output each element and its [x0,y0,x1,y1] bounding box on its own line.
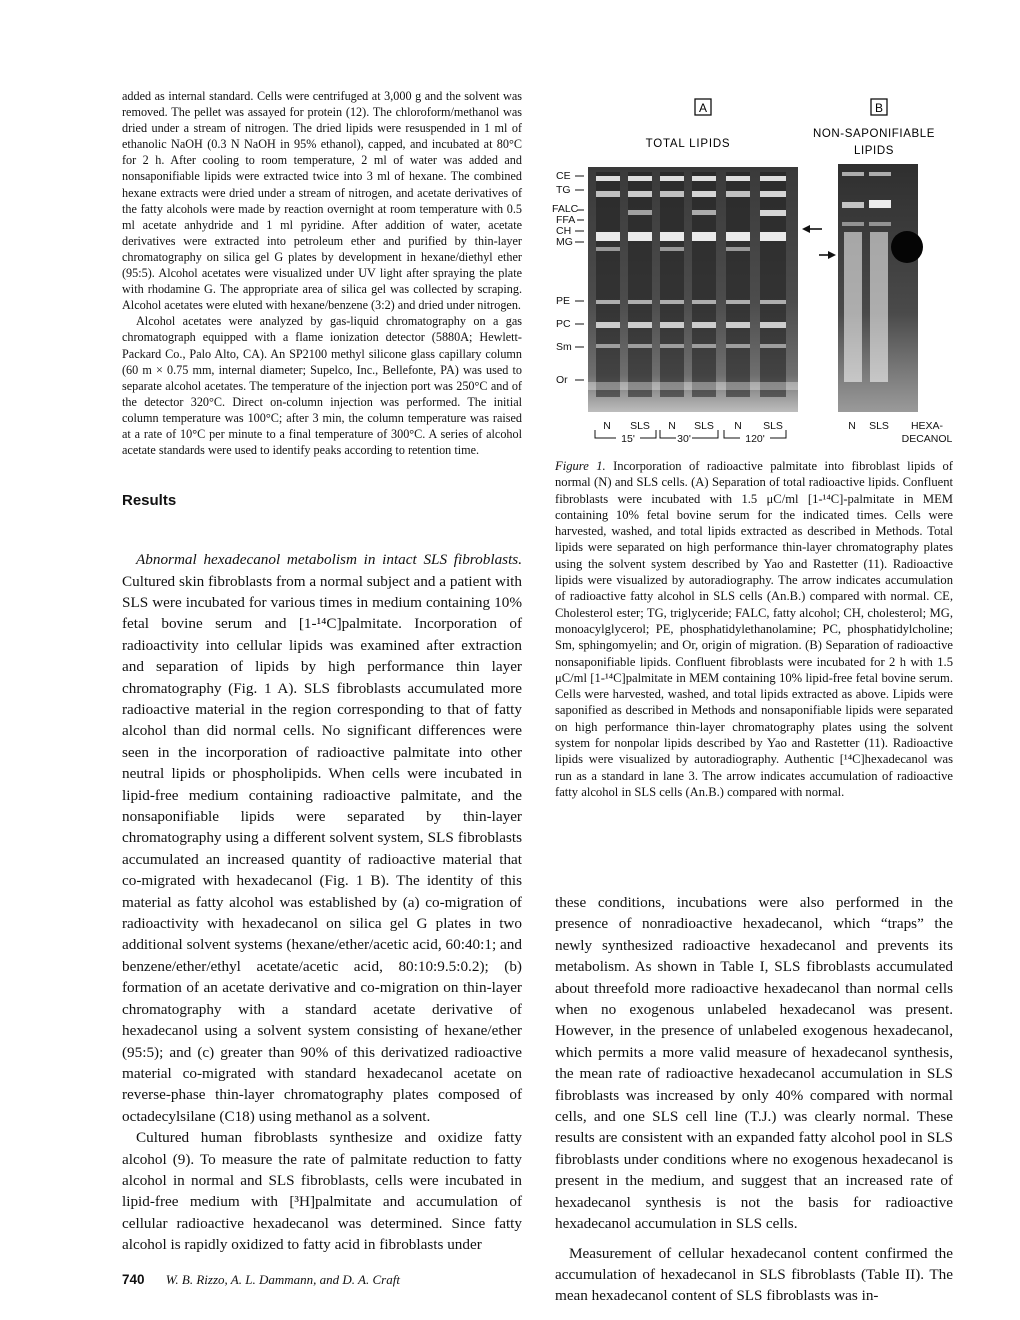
panel-a-title: TOTAL LIPIDS [645,138,731,150]
figure-caption [555,458,953,800]
panel-b-lane-label-hexa: HEXA- [910,420,944,432]
time-label-30: 30' [677,433,691,445]
figure-caption-text [555,458,953,800]
time-label-15: 15' [621,433,635,445]
panel-b-arrow [819,251,836,259]
lane-label-6: SLS [763,420,783,432]
left-column [122,88,522,1256]
side-label-mg: MG [556,236,573,248]
results-subheading: Abnormal hexadecanol metabolism in intact SLS fibroblasts. [136,551,522,569]
side-label-pe: PE [556,295,571,307]
lane-label-2: SLS [630,420,650,432]
results-paragraph-1 [122,549,522,1127]
figure-caption-body: Incorporation of radioactive palmitate into fibroblast lipids of normal (N) and SLS cells. (A) Separation of total radioactive lipids. Confluent fibroblasts were incubated with 1.5 μC/ml [1-¹⁴C]-palmitate in MEM containing 10% fetal bovine serum for the indicated times. Cells were harvested, washed, and total lipids extracted as described in Methods. Total lipids were separated on high performance thin-layer chromatography plates using the solvent system described by Yao and Rastetter (11). Radioactive lipids were visualized by autoradiography. The arrow indicates accumulation of radioactive fatty alcohol in SLS cells (An.B.) compared with normal. CE, Cholesterol ester; TG, triglyceride; FALC, fatty alcohol; CH, cholesterol; MG, monoacylglycerol; PE, phosphatidylethanolamine; PC, phosphatidylcholine; Sm, sphingomyelin; and Or, origin of migration. (B) Separation of radioactive nonsaponifiable lipids. Confluent fibroblasts were incubated for 2 h with 1.5 μC/ml [1-¹⁴C]palmitate in MEM containing 10% lipid-free fetal bovine serum. Cells were harvested, washed, and total lipids extracted as above. Lipids were saponified as described in Methods and nonsaponifiable lipids were separated on high performance thin-layer chromatography plates using the solvent system for nonpolar lipids described by Yao and Rastetter (11). Radioactive lipids were visualized by autoradiography. Authentic [¹⁴C]hexadecanol was run as a standard in lane 3. The arrow indicates accumulation of radioactive fatty alcohol in SLS cells (An.B.) compared with normal. [555,459,953,799]
footer-authors: W. B. Rizzo, A. L. Dammann, and D. A. Craft [165,1272,400,1287]
page-number: 740 [122,1272,145,1287]
side-label-or: Or [556,374,568,386]
lane-label-1: N [603,420,611,432]
figure-1-graphic [522,92,962,454]
figure-caption-label: Figure 1. [555,459,606,473]
results-heading: Results [122,492,177,510]
right-paragraph-2: Measurement of cellular hexadecanol content confirmed the accumulation of hexadecanol in SLS fibroblasts (Table II). The mean hexadecanol content of SLS fibroblasts was in- [555,1244,953,1305]
panel-b-lane-label-decanol: DECANOL [901,433,953,445]
lane-label-4: SLS [694,420,714,432]
side-label-falc: FALC [552,203,579,215]
side-label-sm: Sm [556,341,572,353]
side-label-tg: TG [556,184,571,196]
figure-1 [522,92,962,454]
panel-b-lane-label-n: N [848,420,856,432]
right-paragraph-1: these conditions, incubations were also performed in the presence of nonradioactive hexadecanol, which “traps” the newly synthesized radioactive hexadecanol and prevents its metabolism. As shown in Table I, SLS fibroblasts accumulated about threefold more radioactive hexadecanol than normal cells when no exogenous unlabeled hexadecanol was present. However, in the presence of unlabeled exogenous hexadecanol, which permits a more valid measure of hexadecanol synthesis, the mean rate of radioactive hexadecanol accumulation in SLS fibroblasts was increased by only 40% compared with normal cells, and one SLS cell line (T.J.) was clearly normal. These results are consistent with an expanded fatty alcohol pool in SLS fibroblasts under conditions where no exogenous hexadecanol is present in the medium, and suggest that an increased rate of hexadecanol synthesis is not the basis for radioactive hexadecanol accumulation in SLS cells. [555,894,953,1233]
side-labels [552,170,584,386]
methods-paragraph-2: Alcohol acetates were analyzed by gas-liquid chromatography on a gas chromatograph equipped with a flame ionization detector (5880A; Hewlett-Packard Co., Palo Alto, CA). An SP2100 methyl silicone glass capillary column (60 m × 0.75 mm, internal diameter; Supelco, Inc., Bellefonte, PA) was used to separate alcohol acetates. The temperature of the injection port was 250°C and of the detector 320°C. Direct on-column injection was performed. The initial column temperature was 100°C; after 3 min, the column temperature was raised at a rate of 10°C per minute to a final temperature of 300°C. A series of alcohol acetate standards were used to identify peaks according to retention time. [122,314,522,458]
results-paragraph-2: Cultured human fibroblasts synthesize and oxidize fatty alcohol (9). To measure the rate of palmitate reduction to fatty alcohol in normal and SLS fibroblasts, cells were incubated in lipid-free medium with [³H]palmitate and accumulation of cellular radioactive hexadecanol was determined. Since fatty alcohol is rapidly oxidized to fatty acid in fibroblasts under [122,1129,522,1254]
panel-a-letter: A [698,101,708,115]
panel-b-title-line-1: NON-SAPONIFIABLE [812,128,936,140]
side-label-ch: CH [556,225,572,237]
panel-a-time-labels [621,433,765,445]
time-label-120: 120' [745,433,765,445]
panel-b-letter: B [874,101,884,115]
side-label-ce: CE [556,170,571,182]
panel-a-lane-labels [603,420,783,432]
panel-a-arrow [802,225,822,233]
panel-b-title-line-2: LIPIDS [853,145,895,157]
panel-b-lane-label-sls: SLS [869,420,889,432]
side-label-pc: PC [556,318,571,330]
side-label-ffa: FFA [556,214,576,226]
lane-label-3: N [668,420,676,432]
hexadecanol-standard-spot [891,231,923,263]
lane-label-5: N [734,420,742,432]
methods-paragraph-1: added as internal standard. Cells were centrifuged at 3,000 g and the solvent was removed. The pellet was assayed for protein (12). The chloroform/methanol was dried under a stream of nitrogen. The dried lipids were resuspended in 1 ml of ethanolic NaOH (0.3 N NaOH in 95% ethanol), capped, and incubated at 80°C for 2 h. After cooling to room temperature, 2 ml of water was added and nonsaponifiable lipids were extracted twice into 3 ml of hexane. The combined hexane extracts were dried under a stream of nitrogen, and acetate derivatives of the fatty alcohols were made by reaction overnight at room temperature with 0.5 ml acetate anhydride and 1 ml pyridine. After addition of water, acetate derivatives were extracted into petroleum ether and purified by thin-layer chromatography on silica gel G plates by development in hexane/diethyl ether (95:5). Alcohol acetates were visualized under UV light after spraying the plate with rhodamine G. The appropriate area of silica gel was collected by scraping. Alcohol acetates were eluted with hexane/benzene (3:2) and dried under nitrogen. [122,89,522,313]
page-footer [122,1272,400,1288]
results-paragraph-1-text: Cultured skin fibroblasts from a normal subject and a patient with SLS were incubated for various times in medium containing 10% fetal bovine serum and [1-¹⁴C]palmitate. Incorporation of radioactivity into cellular lipids was examined after extraction and separation of lipids by high performance thin layer chromatography (Fig. 1 A). SLS fibroblasts accumulated more radioactive material in the region corresponding to that of fatty alcohol than did normal cells. No significant differences were seen in the incorporation of radioactive palmitate into other neutral lipids or phospholipids. When cells were incubated in lipid-free medium containing radioactive palmitate, and the nonsaponifiable lipids were separated by thin-layer chromatography using a different solvent system, SLS fibroblasts accumulated an increased quantity of radioactive material that co-migrated with hexadecanol (Fig. 1 B). The identity of this material as fatty alcohol was established by (a) co-migration of radioactivity with hexadecanol on silica gel G plates in two additional solvent systems (hexane/ether/acetic acid, 60:40:1; and benzene/ether/ethyl acetate/acetic acid, 80:10:9.5:0.2); (b) formation of an acetate derivative and co-migration on thin-layer chromatography with a standard acetate derivative of hexadecanol using a solvent system consisting of hexane/ether (95:5); and (c) greater than 90% of this derivatized radioactive material co-migrated with standard hexadecanol acetate on reverse-phase thin-layer chromatography plates composed of octadecylsilane (C18) using methanol as a solvent. [122,572,522,1125]
right-column [555,892,953,1307]
panel-b-lane-labels [848,420,952,445]
